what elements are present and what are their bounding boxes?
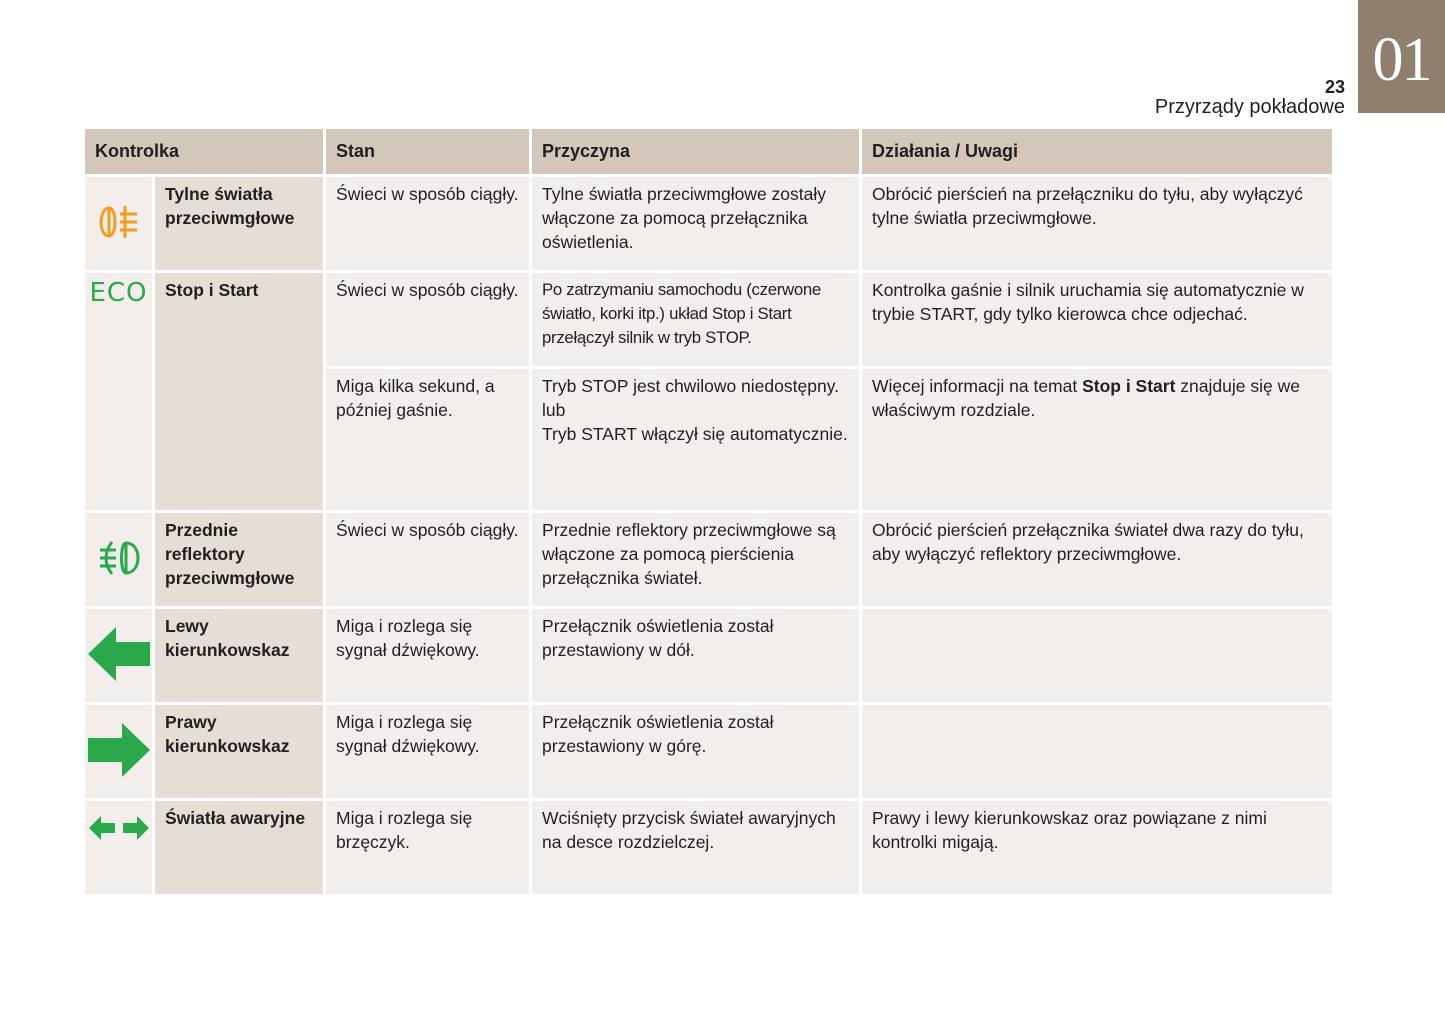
rear-fog-light-icon [95,202,143,242]
column-header-kontrolka: Kontrolka [85,129,326,177]
indicator-state: Miga kilka sekund, a później gaśnie. [326,369,532,513]
icon-cell [85,705,155,801]
chapter-tab: 01 [1358,0,1445,113]
indicator-action: Prawy i lewy kierunkowskaz oraz powiązane z nimi kontrolki migają. [862,801,1332,897]
indicator-state: Świeci w sposób ciągły. [326,273,532,369]
action-text: znajduje się we właściwym rozdziale. [872,376,1300,421]
icon-cell [85,273,155,513]
section-title: Przyrządy pokładowe [1154,96,1345,118]
eco-icon: ECO [89,278,148,308]
indicator-action: Obrócić pierścień na przełączniku do tyłu, aby wyłączyć tylne światła przeciwmgłowe. [862,177,1332,273]
indicator-action [862,705,1332,801]
action-link-text: Stop i Start [1082,376,1176,396]
indicator-action: Kontrolka gaśnie i silnik uruchamia się automatycznie w trybie START, gdy tylko kierowca chce odjechać. [862,273,1332,369]
hazard-arrows-icon [89,815,149,841]
icon-cell [85,609,155,705]
indicator-state: Miga i rozlega się brzęczyk. [326,801,532,897]
table-row [85,609,1332,705]
icon-cell [85,513,155,609]
column-header-przyczyna: Przyczyna [532,129,862,177]
right-arrow-icon [88,723,150,777]
column-header-dzialania: Działania / Uwagi [862,129,1332,177]
indicator-cause: Tylne światła przeciwmgłowe zostały włączone za pomocą przełącznika oświetlenia. [532,177,862,273]
column-header-stan: Stan [326,129,532,177]
icon-cell [85,801,155,897]
indicator-name: Lewy kierunkowskaz [155,609,326,705]
indicator-name: Prawy kierunkowskaz [155,705,326,801]
indicator-state: Świeci w sposób ciągły. [326,513,532,609]
cause-line: Tryb START włączył się automatycznie. [542,424,848,445]
table-row [85,801,1332,897]
front-fog-light-icon [94,538,144,578]
indicator-table [85,129,1332,897]
indicator-cause: Po zatrzymaniu samochodu (czerwone światło, korki itp.) układ Stop i Start przełączył silnik w tryb STOP. [532,273,862,369]
indicator-state: Miga i rozlega się sygnał dźwiękowy. [326,705,532,801]
indicator-state: Miga i rozlega się sygnał dźwiękowy. [326,609,532,705]
indicator-action [862,609,1332,705]
cause-line: Tryb STOP jest chwilowo niedostępny. [542,376,840,396]
indicator-name: Tylne światła przeciwmgłowe [155,177,326,273]
page-number: 23 [1324,77,1345,97]
indicator-name: Stop i Start [155,273,326,513]
indicator-cause [532,369,862,513]
indicator-action: Obrócić pierścień przełącznika świateł dwa razy do tyłu, aby wyłączyć reflektory przeciwmgłowe. [862,513,1332,609]
indicator-cause: Przełącznik oświetlenia został przestawiony w dół. [532,609,862,705]
table-row [85,513,1332,609]
indicator-cause: Wciśnięty przycisk świateł awaryjnych na desce rozdzielczej. [532,801,862,897]
cause-line: lub [542,400,566,421]
indicator-name: Światła awaryjne [155,801,326,897]
indicator-cause: Przednie reflektory przeciwmgłowe są włączone za pomocą pierścienia przełącznika świateł. [532,513,862,609]
indicator-name: Przednie reflektory przeciwmgłowe [155,513,326,609]
indicator-action [862,369,1332,513]
table-row [85,177,1332,273]
table-row [85,705,1332,801]
table-row [85,273,1332,369]
indicator-cause: Przełącznik oświetlenia został przestawiony w górę. [532,705,862,801]
icon-cell [85,177,155,273]
table-header-row [85,129,1332,177]
action-text: Więcej informacji na temat [872,376,1083,396]
left-arrow-icon [88,627,150,681]
indicator-state: Świeci w sposób ciągły. [326,177,532,273]
